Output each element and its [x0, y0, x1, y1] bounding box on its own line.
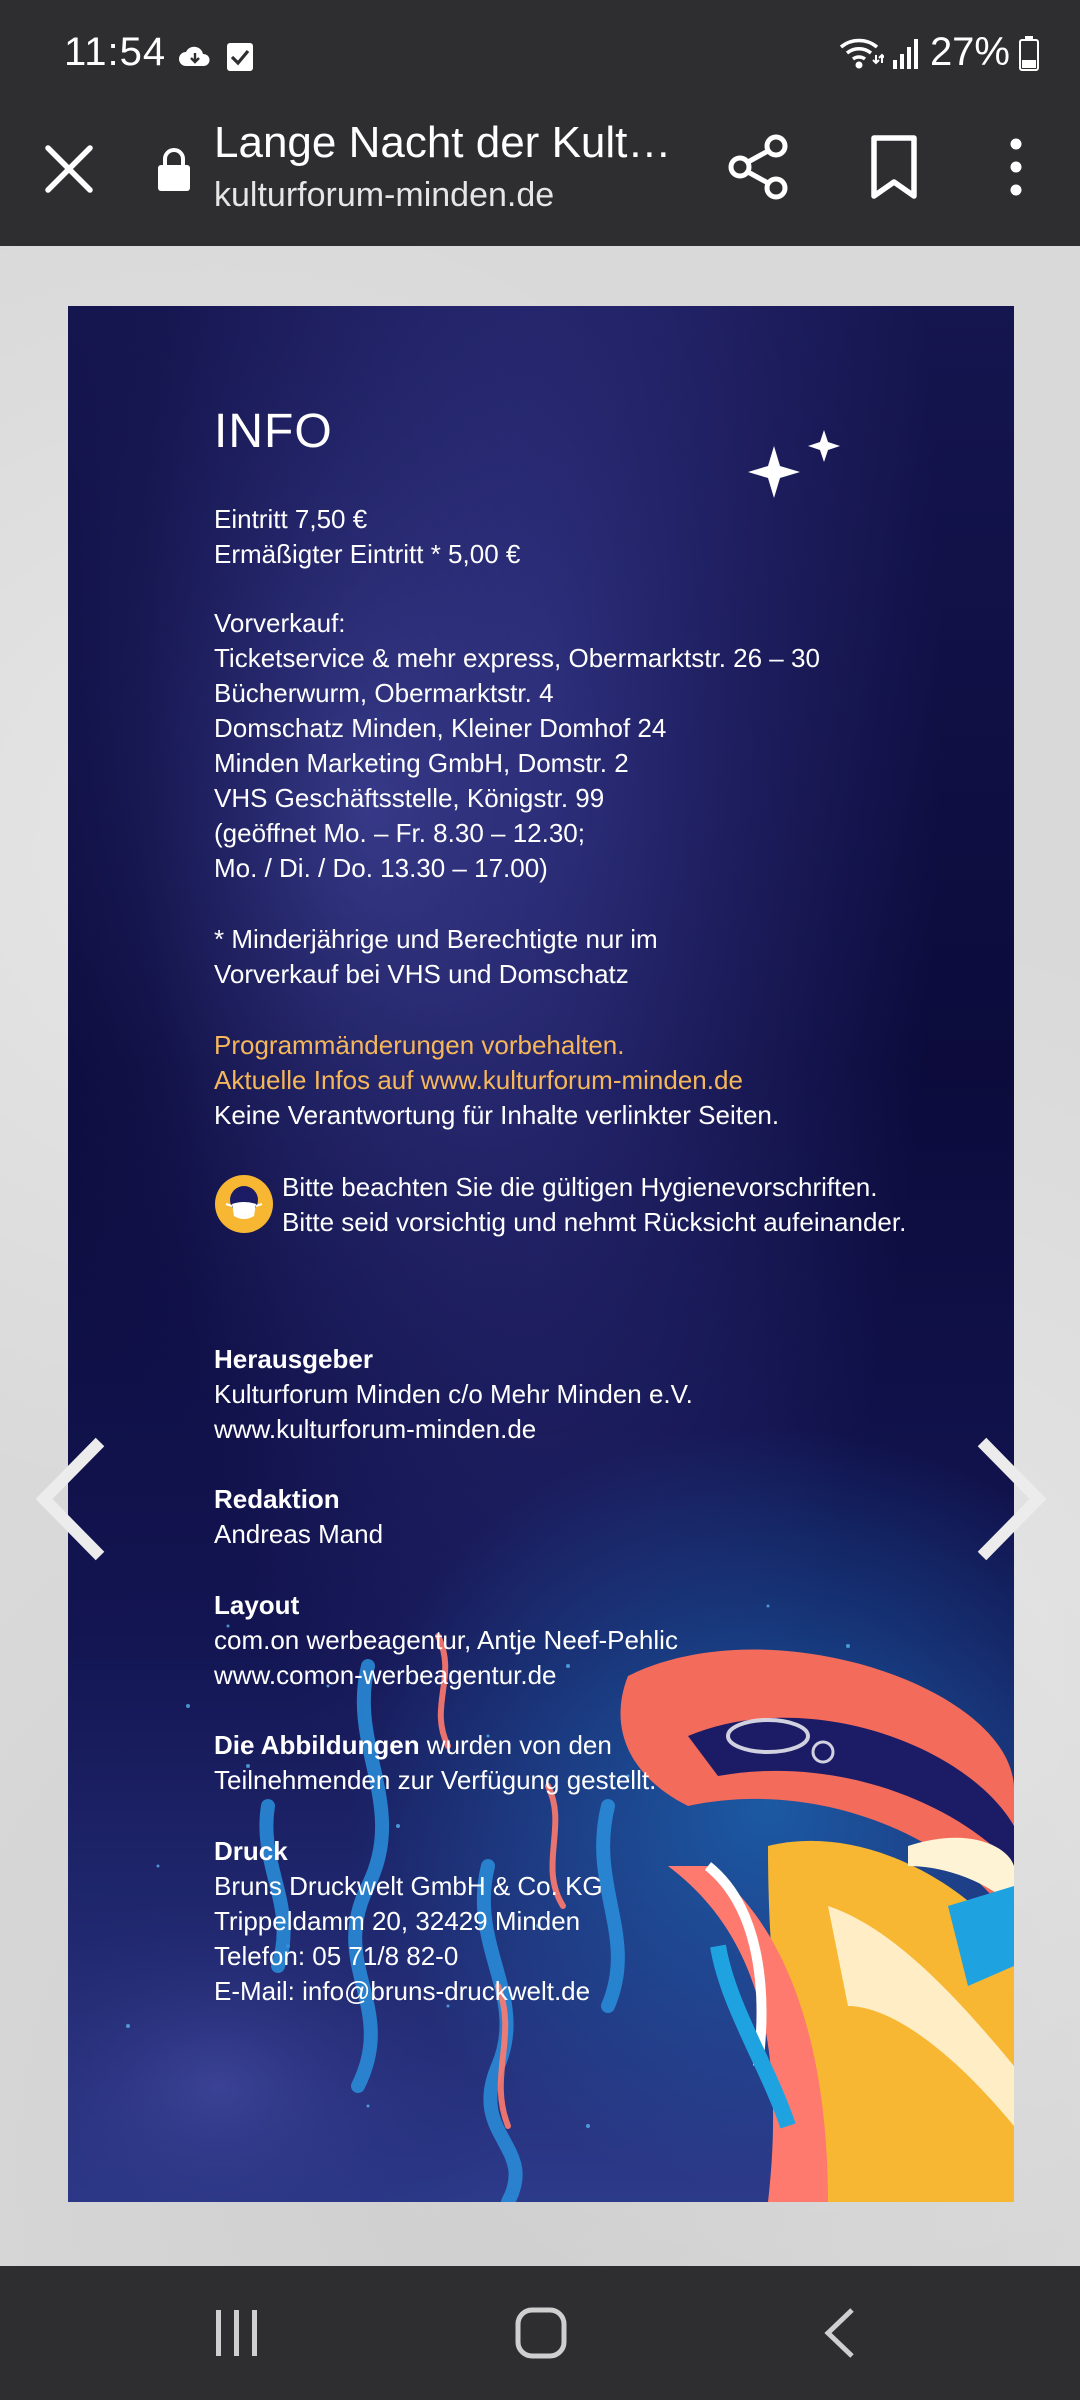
- print-email[interactable]: E-Mail: info@bruns-druckwelt.de: [214, 1976, 591, 2006]
- back-button[interactable]: [820, 2306, 860, 2360]
- info-heading: INFO: [214, 405, 333, 458]
- print-phone: Telefon: 05 71/8 82-0: [214, 1941, 459, 1971]
- images-line2: Teilnehmenden zur Verfügung gestellt.: [214, 1765, 657, 1795]
- page-url[interactable]: kulturforum-minden.de: [214, 176, 555, 214]
- images-rest: wurden von den: [419, 1730, 612, 1760]
- vorverkauf-heading: Vorverkauf:: [214, 608, 346, 638]
- note-block: [214, 922, 658, 992]
- current-info-link[interactable]: Aktuelle Infos auf www.kulturforum-minden.de: [214, 1065, 743, 1095]
- vorverkauf-line: Ticketservice & mehr express, Obermarktstr. 26 – 30: [214, 643, 820, 673]
- face-mask-icon: [214, 1174, 274, 1234]
- images-block: [214, 1728, 656, 1798]
- previous-page-arrow-icon[interactable]: [30, 1434, 110, 1564]
- checkbox-notification-icon: [226, 42, 254, 72]
- vorverkauf-line: Mo. / Di. / Do. 13.30 – 17.00): [214, 853, 548, 883]
- hygiene-line: Bitte seid vorsichtig und nehmt Rücksicht aufeinander.: [282, 1207, 907, 1237]
- flyer-page: [68, 306, 1014, 2202]
- share-button[interactable]: [724, 132, 794, 202]
- bookmark-button[interactable]: [866, 132, 922, 202]
- vorverkauf-line: VHS Geschäftsstelle, Königstr. 99: [214, 783, 605, 813]
- print-label: Druck: [214, 1836, 288, 1866]
- web-content: [0, 246, 1080, 2266]
- publisher-line: Kulturforum Minden c/o Mehr Minden e.V.: [214, 1379, 693, 1409]
- vorverkauf-block: [214, 606, 820, 886]
- layout-line: com.on werbeagentur, Antje Neef-Pehlic: [214, 1625, 678, 1655]
- next-page-arrow-icon[interactable]: [972, 1434, 1052, 1564]
- vorverkauf-line: (geöffnet Mo. – Fr. 8.30 – 12.30;: [214, 818, 585, 848]
- browser-toolbar: [0, 116, 1080, 246]
- system-navigation-bar: [0, 2266, 1080, 2400]
- more-options-button[interactable]: [996, 132, 1036, 202]
- layout-block: [214, 1588, 678, 1693]
- images-label: Die Abbildungen: [214, 1730, 420, 1760]
- price-regular: Eintritt 7,50 €: [214, 504, 368, 534]
- recent-apps-button[interactable]: [212, 2306, 262, 2360]
- vorverkauf-line: Domschatz Minden, Kleiner Domhof 24: [214, 713, 667, 743]
- editor-block: [214, 1482, 383, 1552]
- print-line: Bruns Druckwelt GmbH & Co. KG: [214, 1871, 603, 1901]
- publisher-block: [214, 1342, 693, 1447]
- program-changes-notice: Programmänderungen vorbehalten.: [214, 1030, 625, 1060]
- print-line: Trippeldamm 20, 32429 Minden: [214, 1906, 581, 1936]
- vorverkauf-line: Bücherwurm, Obermarktstr. 4: [214, 678, 554, 708]
- liability-notice: Keine Verantwortung für Inhalte verlinkter Seiten.: [214, 1100, 780, 1130]
- status-right: [838, 30, 1040, 75]
- price-reduced: Ermäßigter Eintritt * 5,00 €: [214, 539, 521, 569]
- layout-website[interactable]: www.comon-werbeagentur.de: [214, 1660, 557, 1690]
- publisher-label: Herausgeber: [214, 1344, 373, 1374]
- lock-icon[interactable]: [156, 146, 192, 192]
- cloud-sync-icon: [178, 44, 212, 68]
- hygiene-line: Bitte beachten Sie die gültigen Hygienevorschriften.: [282, 1172, 878, 1202]
- changes-block: [214, 1028, 779, 1133]
- status-bar: [0, 0, 1080, 116]
- layout-label: Layout: [214, 1590, 300, 1620]
- wifi-icon: [838, 35, 884, 71]
- page-title[interactable]: Lange Nacht der Kult…: [214, 118, 672, 167]
- battery-percentage: 27%: [929, 30, 1010, 74]
- editor-label: Redaktion: [214, 1484, 340, 1514]
- publisher-website[interactable]: www.kulturforum-minden.de: [214, 1414, 537, 1444]
- note-line: * Minderjährige und Berechtigte nur im: [214, 924, 658, 954]
- editor-name: Andreas Mand: [214, 1519, 384, 1549]
- close-tab-button[interactable]: [40, 140, 98, 198]
- home-button[interactable]: [514, 2304, 568, 2362]
- vorverkauf-line: Minden Marketing GmbH, Domstr. 2: [214, 748, 629, 778]
- battery-icon: [1018, 35, 1040, 71]
- images-line: [214, 1728, 656, 1763]
- hygiene-notice: [282, 1170, 906, 1240]
- price-block: [214, 502, 520, 572]
- signal-icon: [892, 36, 922, 70]
- status-time: 11:54: [64, 30, 167, 74]
- note-line: Vorverkauf bei VHS und Domschatz: [214, 959, 629, 989]
- print-block: [214, 1834, 603, 2009]
